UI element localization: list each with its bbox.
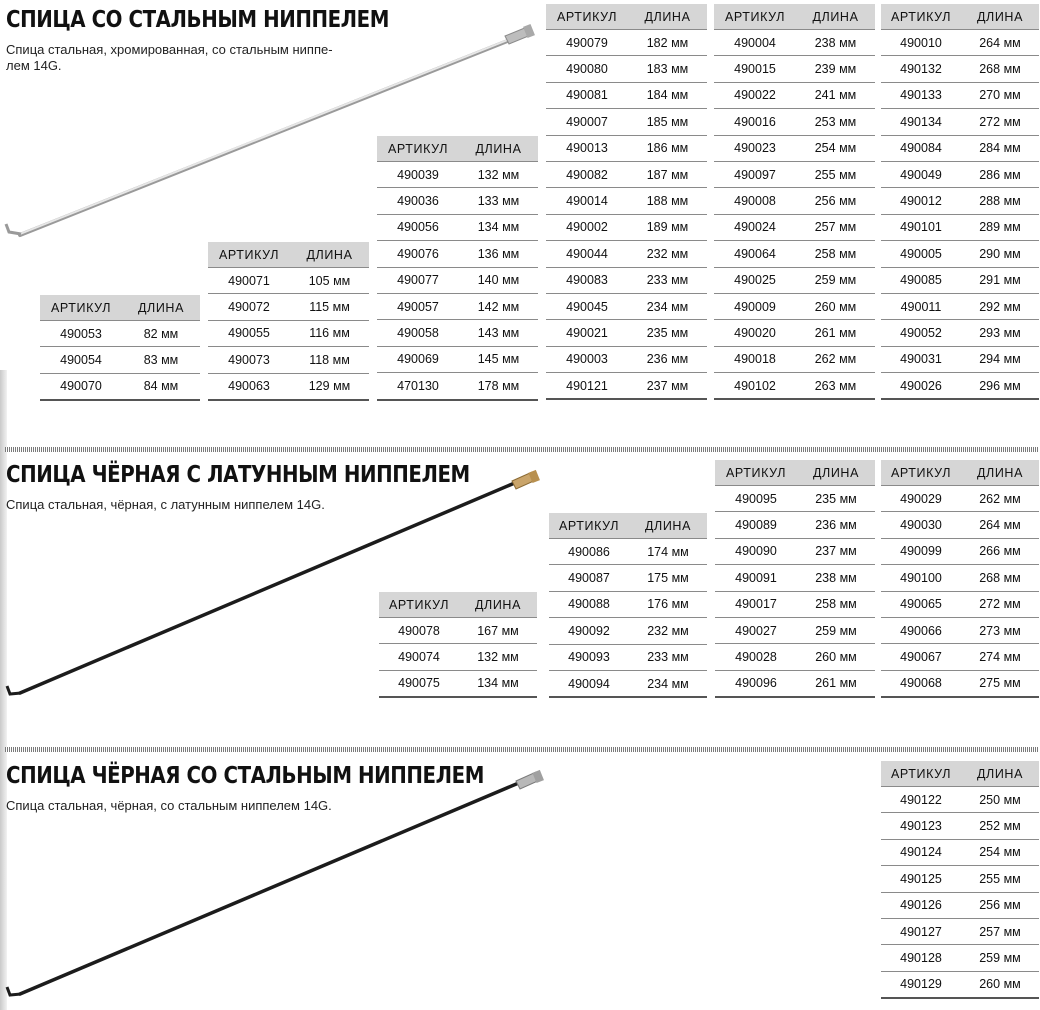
- article-cell: 490025: [714, 267, 796, 293]
- length-cell: 105 мм: [290, 268, 369, 294]
- article-cell: 490015: [714, 56, 796, 82]
- length-cell: 275 мм: [961, 670, 1039, 697]
- article-cell: 490071: [208, 268, 290, 294]
- column-header-length: ДЛИНА: [797, 460, 875, 486]
- column-header-article: АРТИКУЛ: [549, 513, 629, 539]
- length-cell: 235 мм: [797, 486, 875, 512]
- length-cell: 118 мм: [290, 347, 369, 373]
- article-cell: 490049: [881, 161, 961, 187]
- article-cell: 490058: [377, 320, 459, 346]
- length-cell: 258 мм: [796, 241, 875, 267]
- article-cell: 490085: [881, 267, 961, 293]
- length-cell: 182 мм: [628, 30, 707, 56]
- length-cell: 189 мм: [628, 214, 707, 240]
- article-cell: 490004: [714, 30, 796, 56]
- length-cell: 250 мм: [961, 787, 1039, 813]
- article-cell: 470130: [377, 373, 459, 400]
- article-cell: 490096: [715, 670, 797, 697]
- length-cell: 241 мм: [796, 82, 875, 108]
- article-cell: 490023: [714, 135, 796, 161]
- length-cell: 264 мм: [961, 30, 1039, 56]
- article-cell: 490066: [881, 617, 961, 643]
- length-cell: 289 мм: [961, 214, 1039, 240]
- length-cell: 274 мм: [961, 644, 1039, 670]
- article-cell: 490018: [714, 346, 796, 372]
- length-cell: 259 мм: [797, 617, 875, 643]
- article-cell: 490083: [546, 267, 628, 293]
- column-header-length: ДЛИНА: [459, 592, 537, 618]
- article-cell: 490093: [549, 644, 629, 670]
- length-cell: 268 мм: [961, 565, 1039, 591]
- length-cell: 232 мм: [628, 241, 707, 267]
- article-cell: 490011: [881, 293, 961, 319]
- column-header-article: АРТИКУЛ: [715, 460, 797, 486]
- article-cell: 490133: [881, 82, 961, 108]
- length-cell: 273 мм: [961, 617, 1039, 643]
- table-row: [881, 918, 1039, 944]
- article-cell: 490125: [881, 866, 961, 892]
- length-cell: 260 мм: [797, 644, 875, 670]
- length-cell: 133 мм: [459, 188, 538, 214]
- article-cell: 490072: [208, 294, 290, 320]
- length-cell: 235 мм: [628, 320, 707, 346]
- length-cell: 237 мм: [797, 538, 875, 564]
- length-cell: 239 мм: [796, 56, 875, 82]
- length-cell: 83 мм: [122, 347, 200, 373]
- length-cell: 293 мм: [961, 320, 1039, 346]
- length-cell: 272 мм: [961, 109, 1039, 135]
- column-header-length: ДЛИНА: [961, 761, 1039, 787]
- article-cell: 490067: [881, 644, 961, 670]
- article-cell: 490044: [546, 241, 628, 267]
- article-cell: 490065: [881, 591, 961, 617]
- length-cell: 185 мм: [628, 109, 707, 135]
- article-cell: 490134: [881, 109, 961, 135]
- article-cell: 490057: [377, 293, 459, 319]
- length-cell: 84 мм: [122, 373, 200, 400]
- length-cell: 253 мм: [796, 109, 875, 135]
- article-cell: 490007: [546, 109, 628, 135]
- length-cell: 291 мм: [961, 267, 1039, 293]
- article-cell: 490126: [881, 892, 961, 918]
- article-cell: 490094: [549, 670, 629, 697]
- length-cell: 261 мм: [796, 320, 875, 346]
- spec-table: [881, 761, 1039, 999]
- article-cell: 490063: [208, 373, 290, 400]
- length-cell: 260 мм: [796, 293, 875, 319]
- section-title-chrome-steel: СПИЦА СО СТАЛЬНЫМ НИППЕЛЕМ: [6, 7, 390, 33]
- article-cell: 490079: [546, 30, 628, 56]
- length-cell: 178 мм: [459, 373, 538, 400]
- length-cell: 259 мм: [961, 945, 1039, 971]
- article-cell: 490005: [881, 241, 961, 267]
- article-cell: 490012: [881, 188, 961, 214]
- length-cell: 270 мм: [961, 82, 1039, 108]
- length-cell: 288 мм: [961, 188, 1039, 214]
- article-cell: 490052: [881, 320, 961, 346]
- article-cell: 490087: [549, 565, 629, 591]
- column-header-length: ДЛИНА: [628, 4, 707, 30]
- table-row: [881, 971, 1039, 998]
- article-cell: 490020: [714, 320, 796, 346]
- length-cell: 268 мм: [961, 56, 1039, 82]
- table-row: [881, 945, 1039, 971]
- length-cell: 232 мм: [629, 618, 707, 644]
- article-cell: 490074: [379, 644, 459, 670]
- length-cell: 238 мм: [797, 565, 875, 591]
- length-cell: 294 мм: [961, 346, 1039, 372]
- table-row: [881, 892, 1039, 918]
- article-cell: 490122: [881, 787, 961, 813]
- length-cell: 259 мм: [796, 267, 875, 293]
- length-cell: 255 мм: [796, 161, 875, 187]
- section-title-black-steel: СПИЦА ЧЁРНАЯ СО СТАЛЬНЫМ НИППЕЛЕМ: [6, 763, 484, 789]
- article-cell: 490086: [549, 539, 629, 565]
- article-cell: 490092: [549, 618, 629, 644]
- article-cell: 490045: [546, 293, 628, 319]
- length-cell: 272 мм: [961, 591, 1039, 617]
- article-cell: 490124: [881, 839, 961, 865]
- column-header-length: ДЛИНА: [459, 136, 538, 162]
- article-cell: 490073: [208, 347, 290, 373]
- length-cell: 116 мм: [290, 320, 369, 346]
- column-header-article: АРТИКУЛ: [546, 4, 628, 30]
- article-cell: 490024: [714, 214, 796, 240]
- article-cell: 490003: [546, 346, 628, 372]
- column-header-length: ДЛИНА: [629, 513, 707, 539]
- article-cell: 490054: [40, 347, 122, 373]
- length-cell: 129 мм: [290, 373, 369, 400]
- article-cell: 490056: [377, 214, 459, 240]
- length-cell: 174 мм: [629, 539, 707, 565]
- length-cell: 254 мм: [796, 135, 875, 161]
- length-cell: 284 мм: [961, 135, 1039, 161]
- table-row: [881, 866, 1039, 892]
- length-cell: 136 мм: [459, 241, 538, 267]
- article-cell: 490132: [881, 56, 961, 82]
- article-cell: 490095: [715, 486, 797, 512]
- length-cell: 238 мм: [796, 30, 875, 56]
- length-cell: 296 мм: [961, 373, 1039, 400]
- length-cell: 262 мм: [796, 346, 875, 372]
- article-cell: 490026: [881, 373, 961, 400]
- length-cell: 260 мм: [961, 971, 1039, 998]
- article-cell: 490078: [379, 618, 459, 644]
- column-header-length: ДЛИНА: [290, 242, 369, 268]
- article-cell: 490088: [549, 591, 629, 617]
- length-cell: 257 мм: [961, 918, 1039, 944]
- length-cell: 186 мм: [628, 135, 707, 161]
- article-cell: 490090: [715, 538, 797, 564]
- length-cell: 82 мм: [122, 321, 200, 347]
- article-cell: 490030: [881, 512, 961, 538]
- column-header-article: АРТИКУЛ: [714, 4, 796, 30]
- table-row: [881, 787, 1039, 813]
- length-cell: 176 мм: [629, 591, 707, 617]
- length-cell: 256 мм: [796, 188, 875, 214]
- length-cell: 233 мм: [629, 644, 707, 670]
- article-cell: 490053: [40, 321, 122, 347]
- article-cell: 490082: [546, 161, 628, 187]
- column-header-article: АРТИКУЛ: [881, 4, 961, 30]
- column-header-article: АРТИКУЛ: [208, 242, 290, 268]
- length-cell: 175 мм: [629, 565, 707, 591]
- length-cell: 257 мм: [796, 214, 875, 240]
- length-cell: 184 мм: [628, 82, 707, 108]
- column-header-length: ДЛИНА: [961, 460, 1039, 486]
- column-header-article: АРТИКУЛ: [881, 460, 961, 486]
- article-cell: 490076: [377, 241, 459, 267]
- article-cell: 490089: [715, 512, 797, 538]
- length-cell: 183 мм: [628, 56, 707, 82]
- article-cell: 490017: [715, 591, 797, 617]
- length-cell: 261 мм: [797, 670, 875, 697]
- length-cell: 292 мм: [961, 293, 1039, 319]
- article-cell: 490081: [546, 82, 628, 108]
- article-cell: 490091: [715, 565, 797, 591]
- article-cell: 490127: [881, 918, 961, 944]
- article-cell: 490028: [715, 644, 797, 670]
- article-cell: 490068: [881, 670, 961, 697]
- article-cell: 490055: [208, 320, 290, 346]
- length-cell: 115 мм: [290, 294, 369, 320]
- table-row: [881, 813, 1039, 839]
- length-cell: 188 мм: [628, 188, 707, 214]
- article-cell: 490029: [881, 486, 961, 512]
- length-cell: 143 мм: [459, 320, 538, 346]
- article-cell: 490123: [881, 813, 961, 839]
- length-cell: 266 мм: [961, 538, 1039, 564]
- article-cell: 490016: [714, 109, 796, 135]
- section-title-black-brass: СПИЦА ЧЁРНАЯ С ЛАТУННЫМ НИППЕЛЕМ: [6, 462, 470, 488]
- length-cell: 142 мм: [459, 293, 538, 319]
- article-cell: 490039: [377, 162, 459, 188]
- article-cell: 490097: [714, 161, 796, 187]
- article-cell: 490084: [881, 135, 961, 161]
- length-cell: 262 мм: [961, 486, 1039, 512]
- article-cell: 490021: [546, 320, 628, 346]
- section-description-black-brass: Спица стальная, чёрная, с латунным ниппелем 14G.: [6, 497, 325, 512]
- length-cell: 145 мм: [459, 346, 538, 372]
- column-header-length: ДЛИНА: [122, 295, 200, 321]
- section-description-black-steel: Спица стальная, чёрная, со стальным ниппелем 14G.: [6, 798, 332, 813]
- article-cell: 490077: [377, 267, 459, 293]
- length-cell: 167 мм: [459, 618, 537, 644]
- length-cell: 256 мм: [961, 892, 1039, 918]
- article-cell: 490010: [881, 30, 961, 56]
- length-cell: 252 мм: [961, 813, 1039, 839]
- length-cell: 264 мм: [961, 512, 1039, 538]
- section-description-chrome-steel: Спица стальная, хромированная, со стальным ниппе- лем 14G.: [6, 42, 333, 73]
- length-cell: 286 мм: [961, 161, 1039, 187]
- article-cell: 490022: [714, 82, 796, 108]
- article-cell: 490101: [881, 214, 961, 240]
- article-cell: 490102: [714, 373, 796, 400]
- length-cell: 255 мм: [961, 866, 1039, 892]
- length-cell: 234 мм: [629, 670, 707, 697]
- article-cell: 490121: [546, 373, 628, 400]
- article-cell: 490002: [546, 214, 628, 240]
- length-cell: 134 мм: [459, 670, 537, 697]
- article-cell: 490036: [377, 188, 459, 214]
- length-cell: 263 мм: [796, 373, 875, 400]
- length-cell: 237 мм: [628, 373, 707, 400]
- length-cell: 132 мм: [459, 644, 537, 670]
- length-cell: 258 мм: [797, 591, 875, 617]
- length-cell: 236 мм: [797, 512, 875, 538]
- article-cell: 490008: [714, 188, 796, 214]
- length-cell: 236 мм: [628, 346, 707, 372]
- length-cell: 187 мм: [628, 161, 707, 187]
- article-cell: 490027: [715, 617, 797, 643]
- column-header-article: АРТИКУЛ: [40, 295, 122, 321]
- article-cell: 490070: [40, 373, 122, 400]
- column-header-length: ДЛИНА: [961, 4, 1039, 30]
- column-header-length: ДЛИНА: [796, 4, 875, 30]
- article-cell: 490128: [881, 945, 961, 971]
- length-cell: 234 мм: [628, 293, 707, 319]
- article-cell: 490013: [546, 135, 628, 161]
- article-cell: 490099: [881, 538, 961, 564]
- length-cell: 290 мм: [961, 241, 1039, 267]
- table-row: [881, 839, 1039, 865]
- article-cell: 490031: [881, 346, 961, 372]
- article-cell: 490069: [377, 346, 459, 372]
- column-header-article: АРТИКУЛ: [379, 592, 459, 618]
- article-cell: 490080: [546, 56, 628, 82]
- article-cell: 490064: [714, 241, 796, 267]
- column-header-article: АРТИКУЛ: [377, 136, 459, 162]
- length-cell: 233 мм: [628, 267, 707, 293]
- article-cell: 490075: [379, 670, 459, 697]
- article-cell: 490009: [714, 293, 796, 319]
- column-header-article: АРТИКУЛ: [881, 761, 961, 787]
- length-cell: 132 мм: [459, 162, 538, 188]
- article-cell: 490129: [881, 971, 961, 998]
- article-cell: 490014: [546, 188, 628, 214]
- length-cell: 134 мм: [459, 214, 538, 240]
- length-cell: 254 мм: [961, 839, 1039, 865]
- length-cell: 140 мм: [459, 267, 538, 293]
- article-cell: 490100: [881, 565, 961, 591]
